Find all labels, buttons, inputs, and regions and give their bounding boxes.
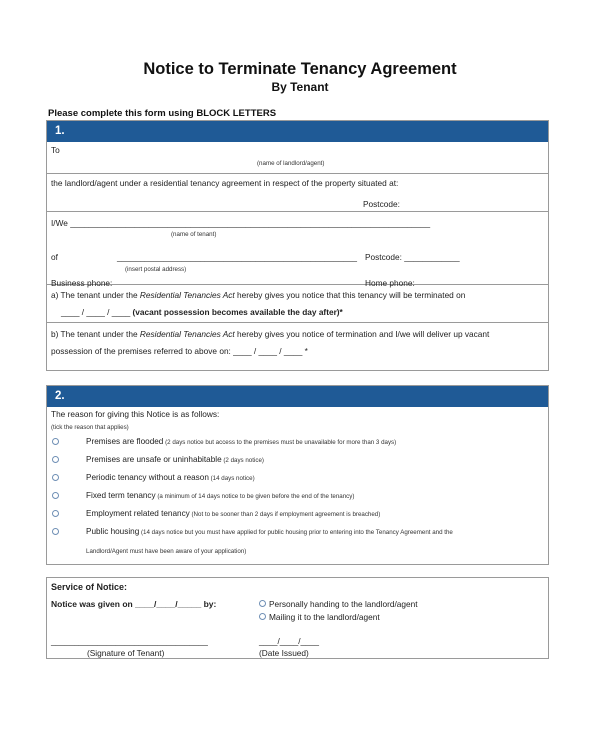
row-property [47,174,548,212]
reason-option-text: Employment related tenancy [86,509,190,518]
tenant-name-caption: (name of tenant) [171,231,217,238]
reason-radio[interactable] [52,510,59,517]
postal-address-caption: (insert postal address) [125,266,187,273]
service-heading: Service of Notice: [51,582,128,592]
reason-option-label [86,527,453,536]
delivery-option-mail: Mailing it to the landlord/agent [269,612,380,622]
reason-option-note: (14 days notice) [208,475,255,482]
reason-radio[interactable] [52,528,59,535]
page-title: Notice to Terminate Tenancy Agreement [143,60,457,78]
date-issued-line: ____/____/____ [259,636,319,646]
section-2-header: 2. [47,386,548,407]
reason-option-text: Fixed term tenancy [86,491,156,500]
option-b-line2: possession of the premises referred to above on: ____ / ____ / ____ * [51,346,308,356]
option-b-suffix: hereby gives you notice of termination and I/we will deliver up vacant [234,329,490,339]
option-a-text [51,290,465,300]
option-a-date [61,307,343,317]
option-b-prefix: b) The tenant under the [51,329,140,339]
option-b-text [51,329,489,339]
postcode-label: Postcode: [363,199,400,209]
option-a-date-blank: ____ / ____ / ____ [61,307,133,317]
delivery-radio-mail[interactable] [259,613,266,620]
date-issued-caption: (Date Issued) [259,648,309,658]
reason-option-note: (a minimum of 14 days notice to be given before the end of the tenancy) [155,493,355,500]
reason-option-note: (Not to be sooner than 2 days if employment agreement is breached) [189,511,381,518]
reason-radio[interactable] [52,474,59,481]
tenant-name-line: I/We ______________________________________________________________________________ [51,218,431,228]
reason-option-text: Public housing [86,527,140,536]
row-to [47,142,548,174]
reason-radio[interactable] [52,456,59,463]
reason-label: The reason for giving this Notice is as follows: [51,409,220,419]
reason-option-text: Premises are unsafe or uninhabitable [86,455,222,464]
section-1 [46,120,549,371]
reason-option-label [86,509,380,518]
reason-option-label [86,437,396,446]
reason-option-label [86,455,264,464]
row-option-b [47,323,548,371]
notice-given-on: Notice was given on ____/____/_____ by: [51,599,217,609]
option-a-suffix: hereby gives you notice that this tenancy will be terminated on [234,290,466,300]
business-phone-label: Business phone: [51,278,113,288]
public-housing-note-line2: Landlord/Agent must have been aware of your application) [86,548,247,555]
signature-caption: (Signature of Tenant) [87,648,165,658]
option-a-act: Residential Tenancies Act [139,290,235,300]
delivery-option-personal: Personally handing to the landlord/agent [269,599,418,609]
reason-option-label [86,473,255,482]
tick-caption: (tick the reason that applies) [51,424,129,431]
property-text: the landlord/agent under a residential tenancy agreement in respect of the property situated at: [51,178,399,188]
landlord-name-caption: (name of landlord/agent) [257,160,325,167]
row-option-a [47,285,548,323]
row-tenant [47,212,548,288]
reason-option-label [86,491,354,500]
reason-radio[interactable] [52,492,59,499]
reason-option-text: Premises are flooded [86,437,164,446]
postcode-field: Postcode: ____________ [365,252,460,262]
to-label: To [51,145,60,155]
reason-option-note: (2 days notice) [221,457,264,464]
reason-option-text: Periodic tenancy without a reason [86,473,209,482]
delivery-radio-personal[interactable] [259,600,266,607]
signature-line: __________________________________ [51,636,208,646]
reason-option-note: (14 days notice but you must have applied for public housing prior to entering into the Tenancy Agreement and the [139,529,453,536]
service-of-notice [46,577,549,659]
postal-address-line: ____________________________________________________ [117,252,357,262]
option-a-vacant-note: (vacant possession becomes available the day after)* [132,307,343,317]
reason-radio[interactable] [52,438,59,445]
reason-option-note: (2 days notice but access to the premises must be unavailable for more than 3 days) [163,439,397,446]
page-subtitle: By Tenant [271,80,329,94]
of-label: of [51,252,58,262]
section-1-header: 1. [47,121,548,142]
option-b-act: Residential Tenancies Act [139,329,235,339]
form-instruction: Please complete this form using BLOCK LETTERS [48,108,277,119]
home-phone-label: Home phone: [365,278,415,288]
option-a-prefix: a) The tenant under the [51,290,140,300]
